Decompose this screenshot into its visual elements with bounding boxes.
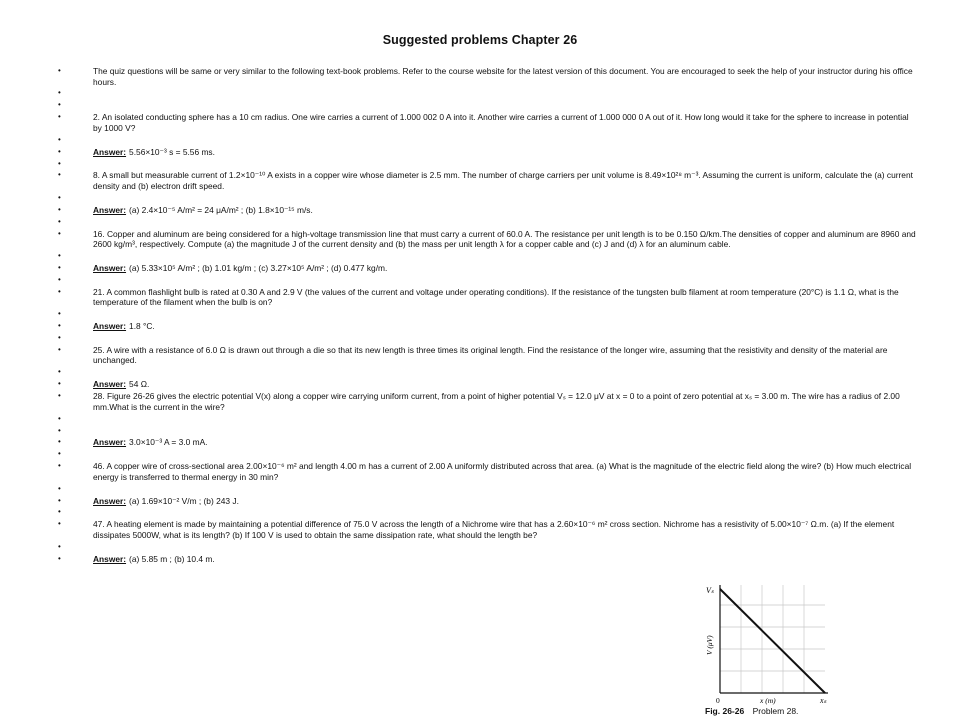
answer-value: (a) 2.4×10⁻⁵ A/m² = 24 μA/m² ; (b) 1.8×10⁻¹⁵ m/s.: [129, 204, 313, 215]
blank-item: [58, 542, 916, 553]
bullet-icon: •: [58, 216, 61, 226]
answer-item: [58, 379, 916, 390]
answer-label: Answer:: [93, 146, 127, 157]
bullet-icon: •: [58, 309, 61, 319]
bullet-icon: •: [58, 344, 61, 354]
problem-text: 28. Figure 26-26 gives the electric potential V(x) along a copper wire carrying uniform current, from a point of higher potential Vₛ = 12.0 μV at x = 0 to a point of zero potential at xₛ = 3.00 m. The wire has a radius of 2.00 mm.What is the current in the wire?: [93, 391, 900, 412]
answer-label: Answer:: [93, 553, 127, 564]
problem-item: [58, 391, 916, 412]
bullet-icon: •: [58, 286, 61, 296]
problem-item: [58, 112, 916, 133]
problem-text: 8. A small but measurable current of 1.2×10⁻¹⁰ A exists in a copper wire whose diameter is 2.5 mm. The number of charge carriers per unit volume is 8.49×10²⁸ m⁻³. Assuming the current is uniform, calculate the (a) current density and (b) electron drift speed.: [93, 170, 913, 192]
answer-label: Answer:: [93, 495, 127, 506]
answer-label: Answer:: [93, 262, 127, 273]
answer-label: Answer:: [93, 437, 127, 448]
figure-26-26: [700, 583, 840, 718]
answer-label: Answer:: [93, 379, 127, 390]
blank-item: [58, 484, 916, 495]
bullet-icon: •: [58, 541, 61, 551]
bullet-icon: •: [58, 553, 61, 563]
answer-item: [58, 437, 916, 448]
answer-label: Answer:: [93, 321, 127, 332]
blank-item: [58, 333, 916, 344]
figure-caption: [705, 706, 798, 716]
problem-item: [58, 66, 916, 87]
blank-item: [58, 251, 916, 262]
blank-item: [58, 449, 916, 460]
bullet-icon: •: [58, 146, 61, 156]
bullet-icon: •: [58, 449, 61, 459]
figure-x-origin: 0: [716, 696, 720, 705]
blank-item: [58, 100, 916, 111]
bullet-icon: •: [58, 228, 61, 238]
problem-text: The quiz questions will be same or very similar to the following text-book problems. Refer to the course website for the latest version of this document. You are encouraged to seek the help of your instructor during his office hours.: [93, 66, 913, 87]
blank-item: [58, 88, 916, 99]
bullet-icon: •: [58, 461, 61, 471]
answer-label: Answer:: [93, 204, 127, 215]
bullet-icon: •: [58, 100, 61, 110]
bullet-icon: •: [58, 251, 61, 261]
bullet-icon: •: [58, 204, 61, 214]
bullet-icon: •: [58, 192, 61, 202]
bullet-icon: •: [58, 158, 61, 168]
problem-text: 46. A copper wire of cross-sectional area 2.00×10⁻⁶ m² and length 4.00 m has a current of 2.00 A uniformly distributed across that area. (a) What is the magnitude of the electric field along the wire? (b) How much electrical energy is transferred to thermal energy in 30 min?: [93, 461, 912, 482]
blank-item: [58, 426, 916, 437]
answer-value: 1.8 °C.: [129, 321, 155, 332]
blank-item: [58, 414, 916, 425]
bullet-icon: •: [58, 519, 61, 529]
answer-value: (a) 5.85 m ; (b) 10.4 m.: [129, 553, 215, 564]
figure-caption-label: Fig. 26-26: [705, 706, 745, 716]
bullet-icon: •: [58, 66, 61, 75]
bullet-icon: •: [58, 333, 61, 342]
answer-value: 5.56×10⁻³ s = 5.56 ms.: [129, 146, 215, 157]
answer-item: [58, 147, 916, 158]
blank-item: [58, 135, 916, 146]
figure-y-tick-top: Vₛ: [706, 586, 714, 595]
blank-item: [58, 507, 916, 518]
problem-list: [58, 66, 916, 566]
problem-item: [58, 170, 916, 191]
blank-item: [58, 159, 916, 170]
figure-caption-problem: Problem 28.: [752, 706, 799, 716]
blank-item: [58, 309, 916, 320]
answer-item: [58, 321, 916, 332]
bullet-icon: •: [58, 134, 61, 144]
problem-item: [58, 519, 916, 540]
answer-item: [58, 205, 916, 216]
bullet-icon: •: [58, 274, 61, 284]
problem-text: 16. Copper and aluminum are being considered for a high-voltage transmission line that must carry a current of 60.0 A. The resistance per unit length is to be 0.150 Ω/km.The densities of copper and aluminum are 8960 and 2600 kg/m³, respectively. Compute (a) the magnitude J of the current density and (b) the mass per unit length λ for a copper cable and (c) J and (d) λ for an aluminum cable.: [93, 228, 916, 250]
blank-item: [58, 275, 916, 286]
answer-item: [58, 496, 916, 507]
bullet-icon: •: [58, 262, 61, 272]
bullet-icon: •: [58, 495, 61, 505]
bullet-icon: •: [58, 321, 61, 331]
bullet-icon: •: [58, 483, 61, 493]
problem-text: 25. A wire with a resistance of 6.0 Ω is drawn out through a die so that its new length is three times its original length. Find the resistance of the longer wire, assuming that the resistivity and density of the material are unchanged.: [93, 344, 888, 366]
page-title: Suggested problems Chapter 26: [382, 33, 578, 47]
answer-value: 54 Ω.: [129, 379, 150, 390]
blank-item: [58, 367, 916, 378]
bullet-icon: •: [58, 367, 61, 377]
figure-potential-line: [720, 589, 825, 693]
answer-item: [58, 554, 916, 565]
figure-x-tick-end: xₛ: [820, 696, 827, 705]
answer-value: (a) 1.69×10⁻² V/m ; (b) 243 J.: [129, 495, 239, 506]
bullet-icon: •: [58, 391, 61, 401]
figure-x-axis-label: x (m): [760, 696, 776, 705]
bullet-icon: •: [58, 170, 61, 180]
problem-text: 21. A common flashlight bulb is rated at 0.30 A and 2.9 V (the values of the current and voltage under operating conditions). If the resistance of the tungsten bulb filament at room temperature (20°C) is 1.1 Ω, what is the temperature of the filament when the bulb is on?: [93, 286, 899, 308]
problem-item: [58, 345, 916, 366]
problem-text: 2. An isolated conducting sphere has a 10 cm radius. One wire carries a current of 1.000 002 0 A into it. Another wire carries a current of 1.000 000 0 A out of it. How long would it take for the sphere to increase in potential by 1000 V?: [93, 112, 909, 133]
problem-item: [58, 229, 916, 250]
figure-y-axis-label: V (μV): [705, 635, 714, 655]
problem-text: 47. A heating element is made by maintaining a potential difference of 75.0 V across the length of a Nichrome wire that has a 2.60×10⁻⁶ m² cross section. Nichrome has a resistivity of 5.00×10⁻⁷ Ω.m. (a) If the element dissipates 5000W, what is its length? (b) If 100 V is used to obtain the same dissipation rate, what should the length be?: [93, 519, 895, 540]
bullet-icon: •: [58, 507, 61, 517]
bullet-icon: •: [58, 88, 61, 98]
answer-item: [58, 263, 916, 274]
bullet-icon: •: [58, 112, 61, 122]
answer-value: 3.0×10⁻³ A = 3.0 mA.: [129, 437, 208, 448]
bullet-icon: •: [58, 437, 61, 447]
bullet-icon: •: [58, 379, 61, 389]
blank-item: [58, 217, 916, 228]
bullet-icon: •: [58, 425, 61, 435]
problem-item: [58, 461, 916, 482]
blank-item: [58, 193, 916, 204]
problem-item: [58, 287, 916, 308]
bullet-icon: •: [58, 413, 61, 423]
answer-value: (a) 5.33×10⁵ A/m² ; (b) 1.01 kg/m ; (c) 3.27×10⁵ A/m² ; (d) 0.477 kg/m.: [129, 262, 388, 273]
